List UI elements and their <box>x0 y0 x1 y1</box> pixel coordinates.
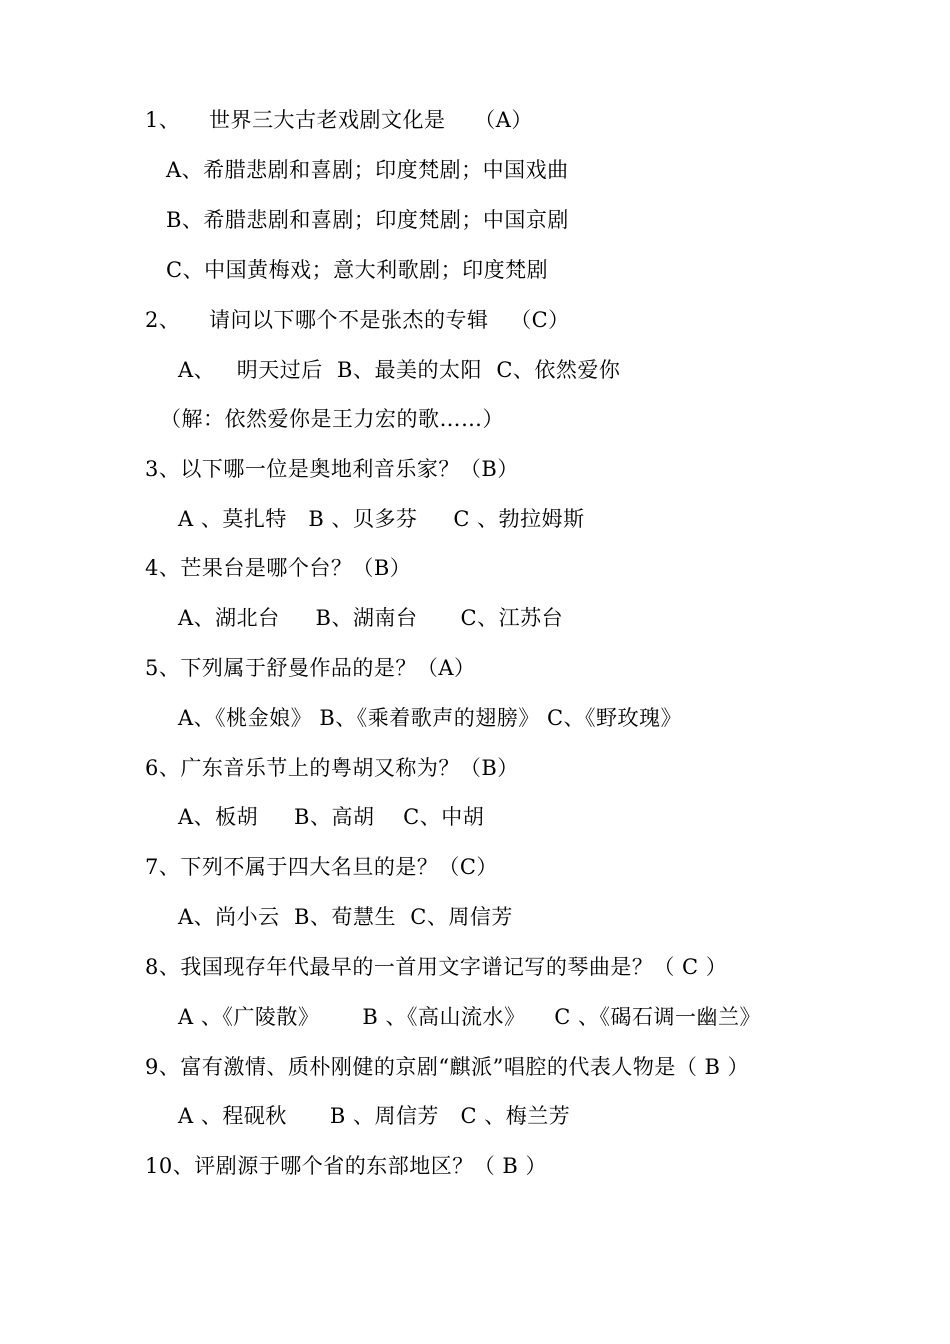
question-1-option-c: C、中国黄梅戏；意大利歌剧；印度梵剧 <box>166 258 549 282</box>
question-4-options: A、湖北台 B、湖南台 C、江苏台 <box>178 606 564 630</box>
question-9: 9、富有激情、质朴刚健的京剧“麒派”唱腔的代表人物是（ B ） <box>145 1055 750 1079</box>
question-6-options: A、板胡 B、高胡 C、中胡 <box>178 805 485 829</box>
question-8: 8、我国现存年代最早的一首用文字谱记写的琴曲是？（ C ） <box>145 955 728 979</box>
question-2: 2、 请问以下哪个不是张杰的专辑 （C） <box>145 308 570 332</box>
question-3-options: A 、莫扎特 B 、贝多芬 C 、勃拉姆斯 <box>178 507 585 531</box>
question-8-options: A 、《广陵散》 B 、《高山流水》 C 、《碣石调一幽兰》 <box>178 1005 761 1029</box>
question-7: 7、下列不属于四大名旦的是？（C） <box>145 855 498 879</box>
question-2-note: （解：依然爱你是王力宏的歌……） <box>160 407 504 431</box>
question-1: 1、 世界三大古老戏剧文化是 （A） <box>145 108 533 132</box>
question-1-option-a: A、希腊悲剧和喜剧；印度梵剧；中国戏曲 <box>166 158 569 182</box>
question-9-options: A 、程砚秋 B 、周信芳 C 、梅兰芳 <box>178 1104 571 1128</box>
question-5: 5、下列属于舒曼作品的是？（A） <box>145 656 476 680</box>
question-3: 3、以下哪一位是奥地利音乐家？（B） <box>145 457 519 481</box>
question-1-option-b: B、希腊悲剧和喜剧；印度梵剧；中国京剧 <box>166 208 569 232</box>
question-6: 6、广东音乐节上的粤胡又称为？（B） <box>145 756 519 780</box>
question-5-options: A、《桃金娘》 B、《乘着歌声的翅膀》 C、《野玫瑰》 <box>178 706 683 730</box>
question-7-options: A、尚小云 B、荀慧生 C、周信芳 <box>178 905 513 929</box>
question-2-options: A、 明天过后 B、最美的太阳 C、依然爱你 <box>178 358 621 382</box>
question-10: 10、评剧源于哪个省的东部地区？（ B ） <box>145 1154 548 1178</box>
question-4: 4、芒果台是哪个台？（B） <box>145 556 412 580</box>
